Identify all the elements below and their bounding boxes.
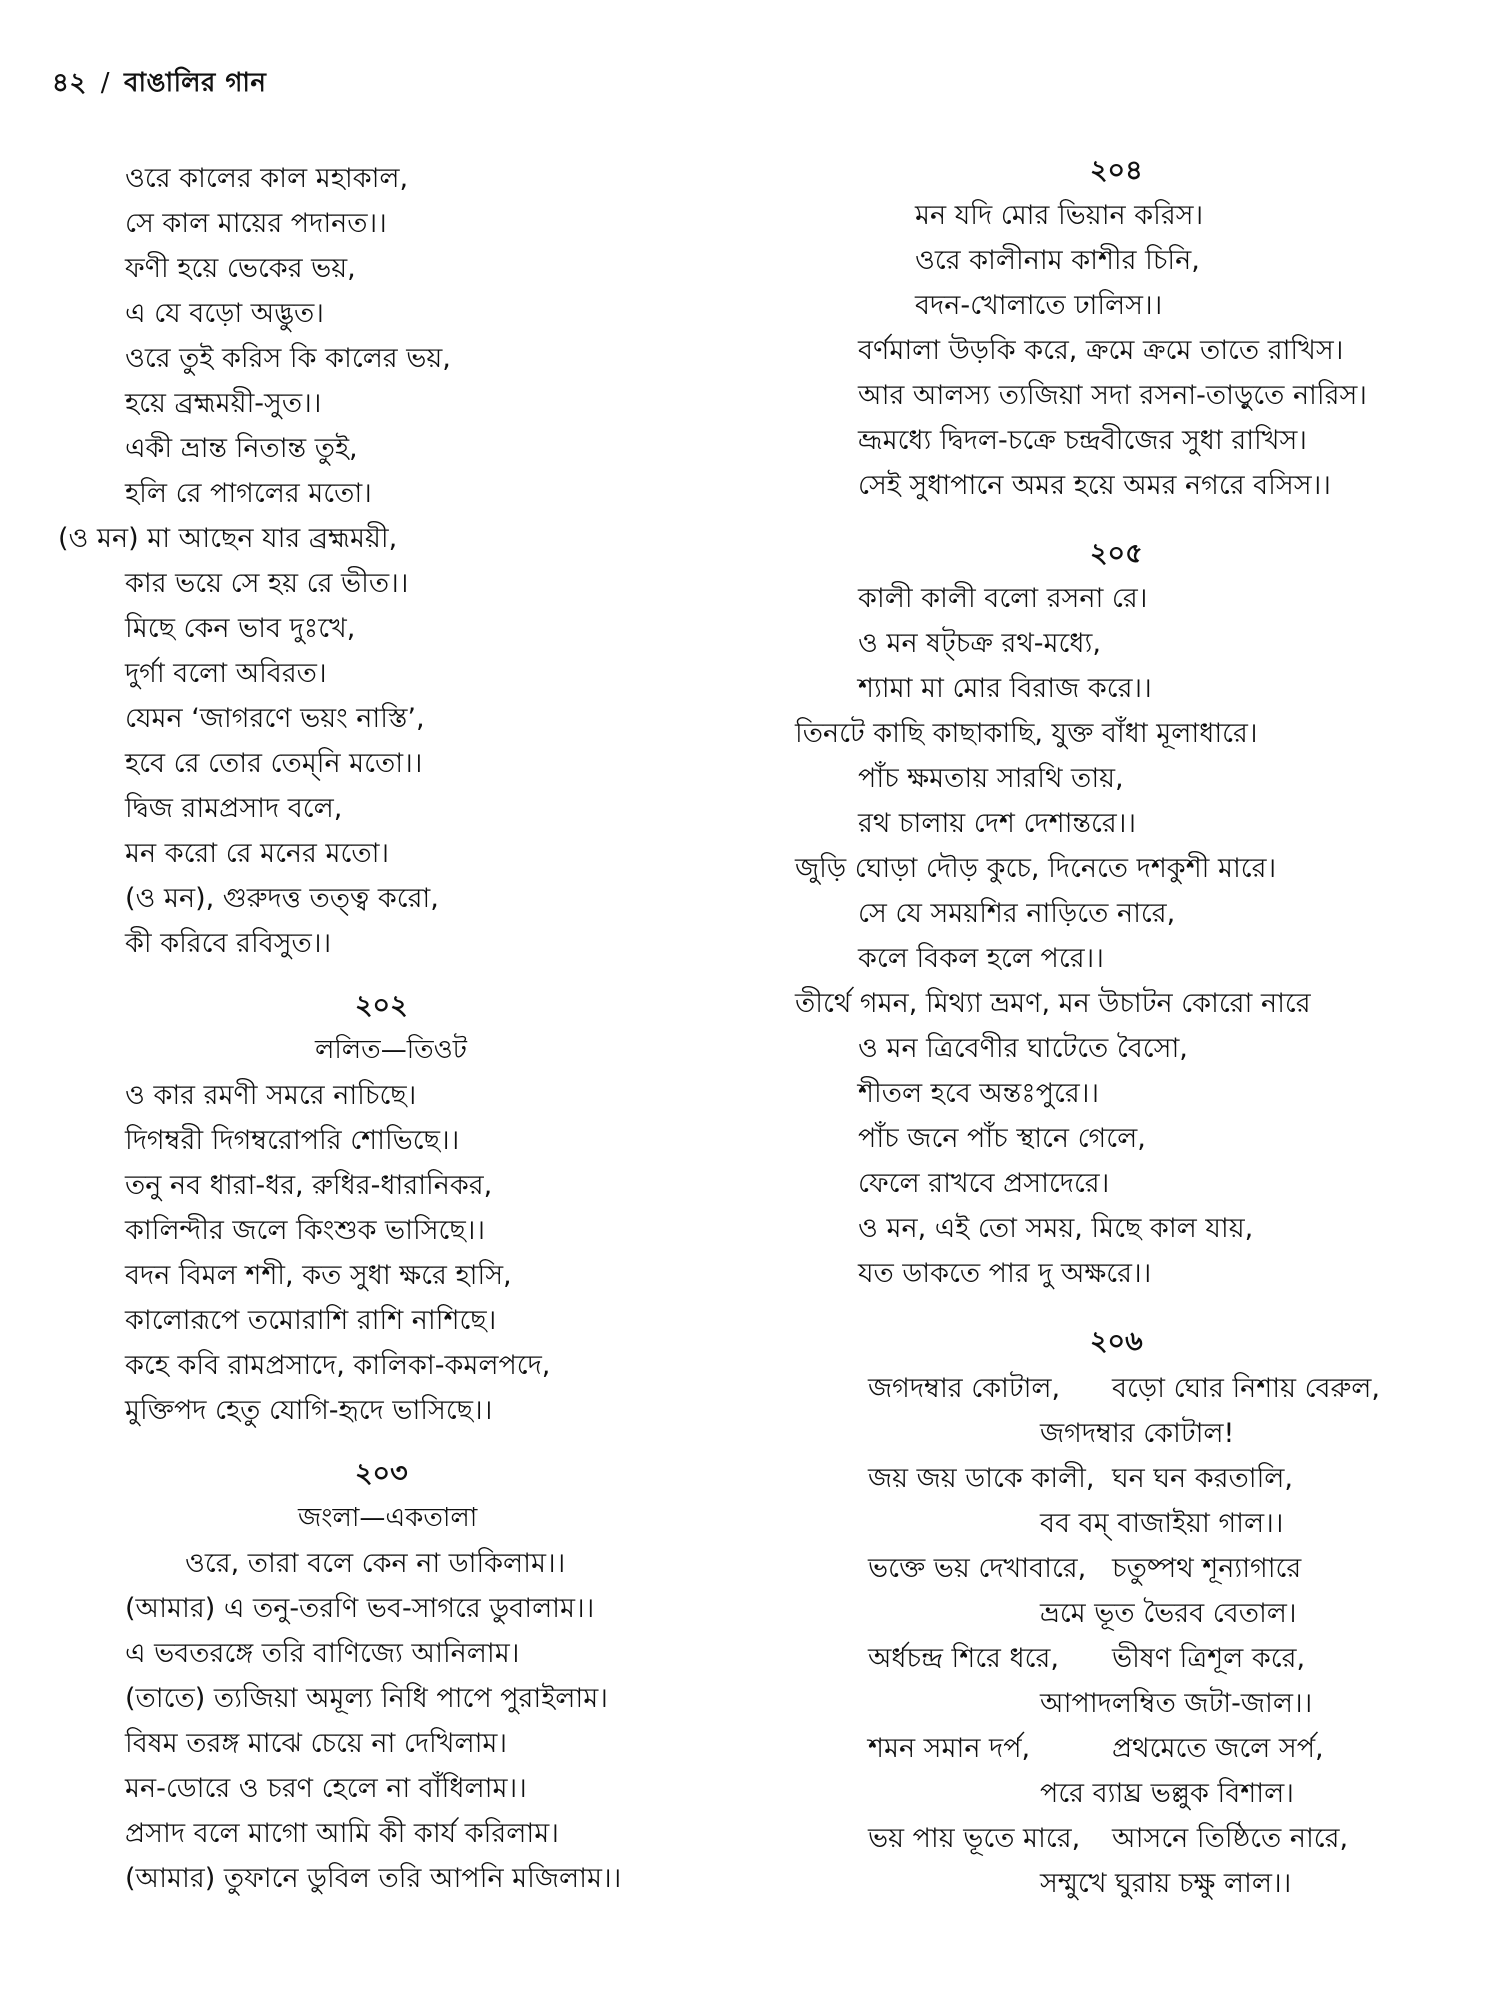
verse-line: ওরে কালীনাম কাশীর চিনি,: [915, 245, 1200, 276]
verse-line: কালোরূপে তমোরাশি রাশি নাশিছে।: [125, 1305, 497, 1336]
verse-line: কহে কবি রামপ্রসাদে, কালিকা-কমলপদে,: [125, 1350, 551, 1381]
verse-line: শীতল হবে অন্তঃপুরে।।: [858, 1078, 1100, 1109]
verse-line: প্রসাদ বলে মাগো আমি কী কার্য করিলাম।: [125, 1818, 559, 1849]
verse-line: ভয় পায় ভূতে মারে,: [868, 1823, 1081, 1854]
verse-line: তীর্থে গমন, মিথ্যা ভ্রমণ, মন উচাটন কোরো নারে: [795, 988, 1311, 1019]
verse-line: ভক্তে ভয় দেখাবারে,: [868, 1553, 1087, 1584]
verse-line: ও মন, এই তো সময়, মিছে কাল যায়,: [858, 1213, 1254, 1244]
song-number: ২০৫: [1090, 538, 1143, 569]
verse-line: ওরে, তারা বলে কেন না ডাকিলাম।।: [185, 1548, 566, 1579]
verse-line: বিষম তরঙ্গ মাঝে চেয়ে না দেখিলাম।: [125, 1728, 508, 1759]
verse-line: যত ডাকতে পার দু অক্ষরে।।: [858, 1258, 1152, 1289]
verse-line: বদন-খোলাতে ঢালিস।।: [915, 290, 1163, 321]
verse-line: বড়ো ঘোর নিশায় বেরুল,: [1112, 1373, 1380, 1404]
verse-line: ও মন ত্রিবেণীর ঘাটেতে বৈসো,: [858, 1033, 1188, 1064]
verse-line: দিগম্বরী দিগম্বরোপরি শোভিছে।।: [125, 1125, 460, 1156]
verse-line: যেমন ‘জাগরণে ভয়ং নাস্তি’,: [125, 703, 425, 734]
verse-line: (ও মন) মা আছেন যার ব্রহ্মময়ী,: [58, 523, 398, 554]
verse-line: এ যে বড়ো অদ্ভুত।: [125, 298, 324, 329]
verse-line: ওরে কালের কাল মহাকাল,: [125, 163, 409, 194]
verse-line: শমন সমান দর্প,: [868, 1733, 1031, 1764]
verse-line: মিছে কেন ভাব দুঃখে,: [125, 613, 356, 644]
verse-line: ওরে তুই করিস কি কালের ভয়,: [125, 343, 451, 374]
verse-line: ও মন ষট্‌চক্র রথ-মধ্যে,: [858, 628, 1101, 659]
verse-line: ও কার রমণী সমরে নাচিছে।: [125, 1080, 417, 1111]
verse-line: কার ভয়ে সে হয় রে ভীত।।: [125, 568, 409, 599]
song-number: ২০৩: [355, 1458, 408, 1489]
verse-line: মন যদি মোর ভিয়ান করিস।: [915, 200, 1204, 231]
verse-line: হবে রে তোর তেম্‌নি মতো।।: [125, 748, 423, 779]
song-number: ২০২: [355, 990, 408, 1021]
verse-line: ফণী হয়ে ভেকের ভয়,: [125, 253, 356, 284]
verse-line: পাঁচ জনে পাঁচ স্থানে গেলে,: [858, 1123, 1146, 1154]
verse-line: সে যে সময়শির নাড়িতে নারে,: [858, 898, 1176, 929]
verse-line: জগদম্বার কোটাল,: [868, 1373, 1061, 1404]
verse-line: বর্ণমালা উড়কি করে, ক্রমে ক্রমে তাতে রাখিস।: [858, 335, 1344, 366]
verse-line: সে কাল মায়ের পদানত।।: [125, 208, 387, 239]
verse-line: অর্ধচন্দ্র শিরে ধরে,: [868, 1643, 1059, 1674]
verse-line: হলি রে পাগলের মতো।: [125, 478, 372, 509]
song-number: ২০৪: [1090, 155, 1143, 186]
verse-line: কালী কালী বলো রসনা রে।: [858, 583, 1148, 614]
verse-line: আসনে তিষ্ঠিতে নারে,: [1112, 1823, 1349, 1854]
verse-line: তনু নব ধারা-ধর, রুধির-ধারানিকর,: [125, 1170, 493, 1201]
verse-line: (ও মন), গুরুদত্ত তত্ত্ব করো,: [125, 883, 439, 914]
verse-line: মুক্তিপদ হেতু যোগি-হৃদে ভাসিছে।।: [125, 1395, 493, 1426]
verse-line: হয়ে ব্রহ্মময়ী-সুত।।: [125, 388, 322, 419]
verse-line: ভ্রমে ভূত ভৈরব বেতাল।: [1040, 1598, 1297, 1629]
verse-line: কী করিবে রবিসুত।।: [125, 928, 332, 959]
verse-line: পরে ব্যাঘ্র ভল্লুক বিশাল।: [1040, 1778, 1294, 1809]
song-number: ২০৬: [1090, 1326, 1143, 1357]
verse-line: রথ চালায় দেশ দেশান্তরে।।: [858, 808, 1137, 839]
book-title: বাঙালির গান: [124, 68, 267, 98]
verse-line: একী ভ্রান্ত নিতান্ত তুই,: [125, 433, 358, 464]
verse-line: জয় জয় ডাকে কালী,: [868, 1463, 1095, 1494]
verse-line: মন-ডোরে ও চরণ হেলে না বাঁধিলাম।।: [125, 1773, 527, 1804]
verse-line: (আমার) তুফানে ডুবিল তরি আপনি মজিলাম।।: [125, 1863, 622, 1894]
verse-line: এ ভবতরঙ্গে তরি বাণিজ্যে আনিলাম।: [125, 1638, 520, 1669]
verse-line: কলে বিকল হলে পরে।।: [858, 943, 1104, 974]
page-number: ৪২: [52, 68, 87, 98]
verse-line: কালিন্দীর জলে কিংশুক ভাসিছে।।: [125, 1215, 486, 1246]
verse-line: প্রথমেতে জলে সর্প,: [1112, 1733, 1324, 1764]
verse-line: মন করো রে মনের মতো।: [125, 838, 390, 869]
verse-line: দুর্গা বলো অবিরত।: [125, 658, 327, 689]
verse-line: ঘন ঘন করতালি,: [1112, 1463, 1294, 1494]
verse-line: ভীষণ ত্রিশূল করে,: [1112, 1643, 1306, 1674]
header-separator: /: [100, 68, 111, 98]
verse-line: (তাতে) ত্যজিয়া অমূল্য নিধি পাপে পুরাইলাম।: [125, 1683, 608, 1714]
verse-line: ভ্রূমধ্যে দ্বিদল-চক্রে চন্দ্রবীজের সুধা রাখিস।: [858, 425, 1307, 456]
verse-line: পাঁচ ক্ষমতায় সারথি তায়,: [858, 763, 1124, 794]
verse-line: (আমার) এ তনু-তরণি ভব-সাগরে ডুবালাম।।: [125, 1593, 595, 1624]
verse-line: জুড়ি ঘোড়া দৌড় কুচে, দিনেতে দশকুশী মারে।: [795, 853, 1277, 884]
verse-line: সেই সুধাপানে অমর হয়ে অমর নগরে বসিস।।: [858, 470, 1331, 501]
verse-line: তিনটে কাছি কাছাকাছি, যুক্ত বাঁধা মূলাধারে।: [795, 718, 1258, 749]
verse-line: জগদম্বার কোটাল!: [1040, 1418, 1235, 1449]
raga-tala: জংলা—একতালা: [298, 1503, 478, 1533]
verse-line: বব বম্‌ বাজাইয়া গাল।।: [1040, 1508, 1284, 1539]
running-header: [52, 62, 266, 106]
raga-tala: ললিত—তিওট: [315, 1035, 467, 1065]
verse-line: বদন বিমল শশী, কত সুধা ক্ষরে হাসি,: [125, 1260, 512, 1291]
verse-line: শ্যামা মা মোর বিরাজ করে।।: [858, 673, 1152, 704]
verse-line: চতুষ্পথ শূন্যাগারে: [1112, 1553, 1302, 1584]
verse-line: ফেলে রাখবে প্রসাদেরে।: [858, 1168, 1110, 1199]
verse-line: আর আলস্য ত্যজিয়া সদা রসনা-তাড়ুতে নারিস।: [858, 380, 1367, 411]
verse-line: দ্বিজ রামপ্রসাদ বলে,: [125, 793, 343, 824]
verse-line: আপাদলম্বিত জটা-জাল।।: [1040, 1688, 1313, 1719]
verse-line: সম্মুখে ঘুরায় চক্ষু লাল।।: [1040, 1868, 1292, 1899]
